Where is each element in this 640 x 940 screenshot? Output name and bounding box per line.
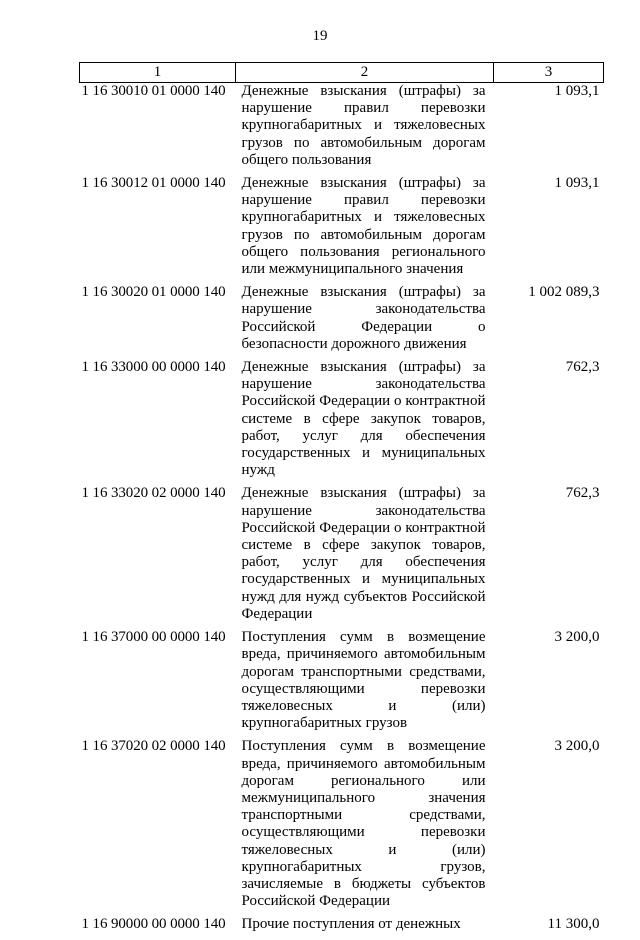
row-amount: 11 300,0 [547, 916, 600, 933]
row-amount: 3 200,0 [554, 629, 600, 646]
column-header-name: 2 [236, 63, 494, 83]
row-code: 1 16 37000 00 0000 140 [81, 629, 226, 646]
row-name: Денежные взыскания (штрафы) за нарушение законодательства Российской Федерации о безопасности дорожного движения [241, 284, 486, 352]
row-code: 1 16 33000 00 0000 140 [81, 359, 226, 376]
row-name: Денежные взыскания (штрафы) за нарушение законодательства Российской Федерации о контрактной системе в сфере закупок товаров, работ, услуг для обеспечения государственных и муниципальных нужд [241, 359, 486, 479]
row-name: Денежные взыскания (штрафы) за нарушение правил перевозки крупногабаритных и тяжеловесных грузов по автомобильным дорогам общего пользования регионального или межмуниципального значения [241, 175, 486, 278]
row-name: Поступления сумм в возмещение вреда, причиняемого автомобильным дорогам транспортными средствами, осуществляющими перевозки тяжеловесных и (или) крупногабаритных грузов [241, 629, 486, 732]
row-name: Поступления сумм в возмещение вреда, причиняемого автомобильным дорогам регионального или межмуниципального значения транспортными средствами, осуществляющими перевозки тяжеловесных и (или) крупногабаритных грузов, зачисляемые в бюджеты субъектов Российской Федерации [241, 738, 486, 910]
row-code: 1 16 30010 01 0000 140 [81, 83, 226, 99]
row-amount: 762,3 [565, 359, 600, 376]
table-row [80, 629, 604, 738]
row-amount: 1 093,1 [554, 83, 600, 99]
table-row [80, 738, 604, 916]
table-row [80, 485, 604, 629]
table-row [80, 916, 604, 939]
column-header-code: 1 [80, 63, 236, 83]
column-header-amount: 3 [494, 63, 604, 83]
row-amount: 1 093,1 [554, 175, 600, 192]
row-name: Денежные взыскания (штрафы) за нарушение правил перевозки крупногабаритных и тяжеловесных грузов по автомобильным дорогам общего пользования [241, 83, 486, 168]
budget-revenue-table [79, 62, 604, 940]
page-number: 19 [312, 28, 328, 44]
table-header-row [80, 63, 604, 83]
table-row [80, 175, 604, 284]
row-code: 1 16 33020 02 0000 140 [81, 485, 226, 502]
table-row [80, 359, 604, 485]
row-amount: 762,3 [565, 485, 600, 502]
table-row [80, 83, 604, 176]
row-code: 1 16 30012 01 0000 140 [81, 175, 226, 192]
row-amount: 1 002 089,3 [528, 284, 600, 301]
row-code: 1 16 30020 01 0000 140 [81, 284, 226, 301]
row-code: 1 16 37020 02 0000 140 [81, 738, 226, 755]
table-row [80, 284, 604, 359]
row-code: 1 16 90000 00 0000 140 [81, 916, 226, 933]
row-name: Денежные взыскания (штрафы) за нарушение законодательства Российской Федерации о контрактной системе в сфере закупок товаров, работ, услуг для обеспечения государственных и муниципальных нужд для нужд субъектов Российской Федерации [241, 485, 486, 622]
row-name: Прочие поступления от денежных [241, 916, 461, 933]
row-amount: 3 200,0 [554, 738, 600, 755]
